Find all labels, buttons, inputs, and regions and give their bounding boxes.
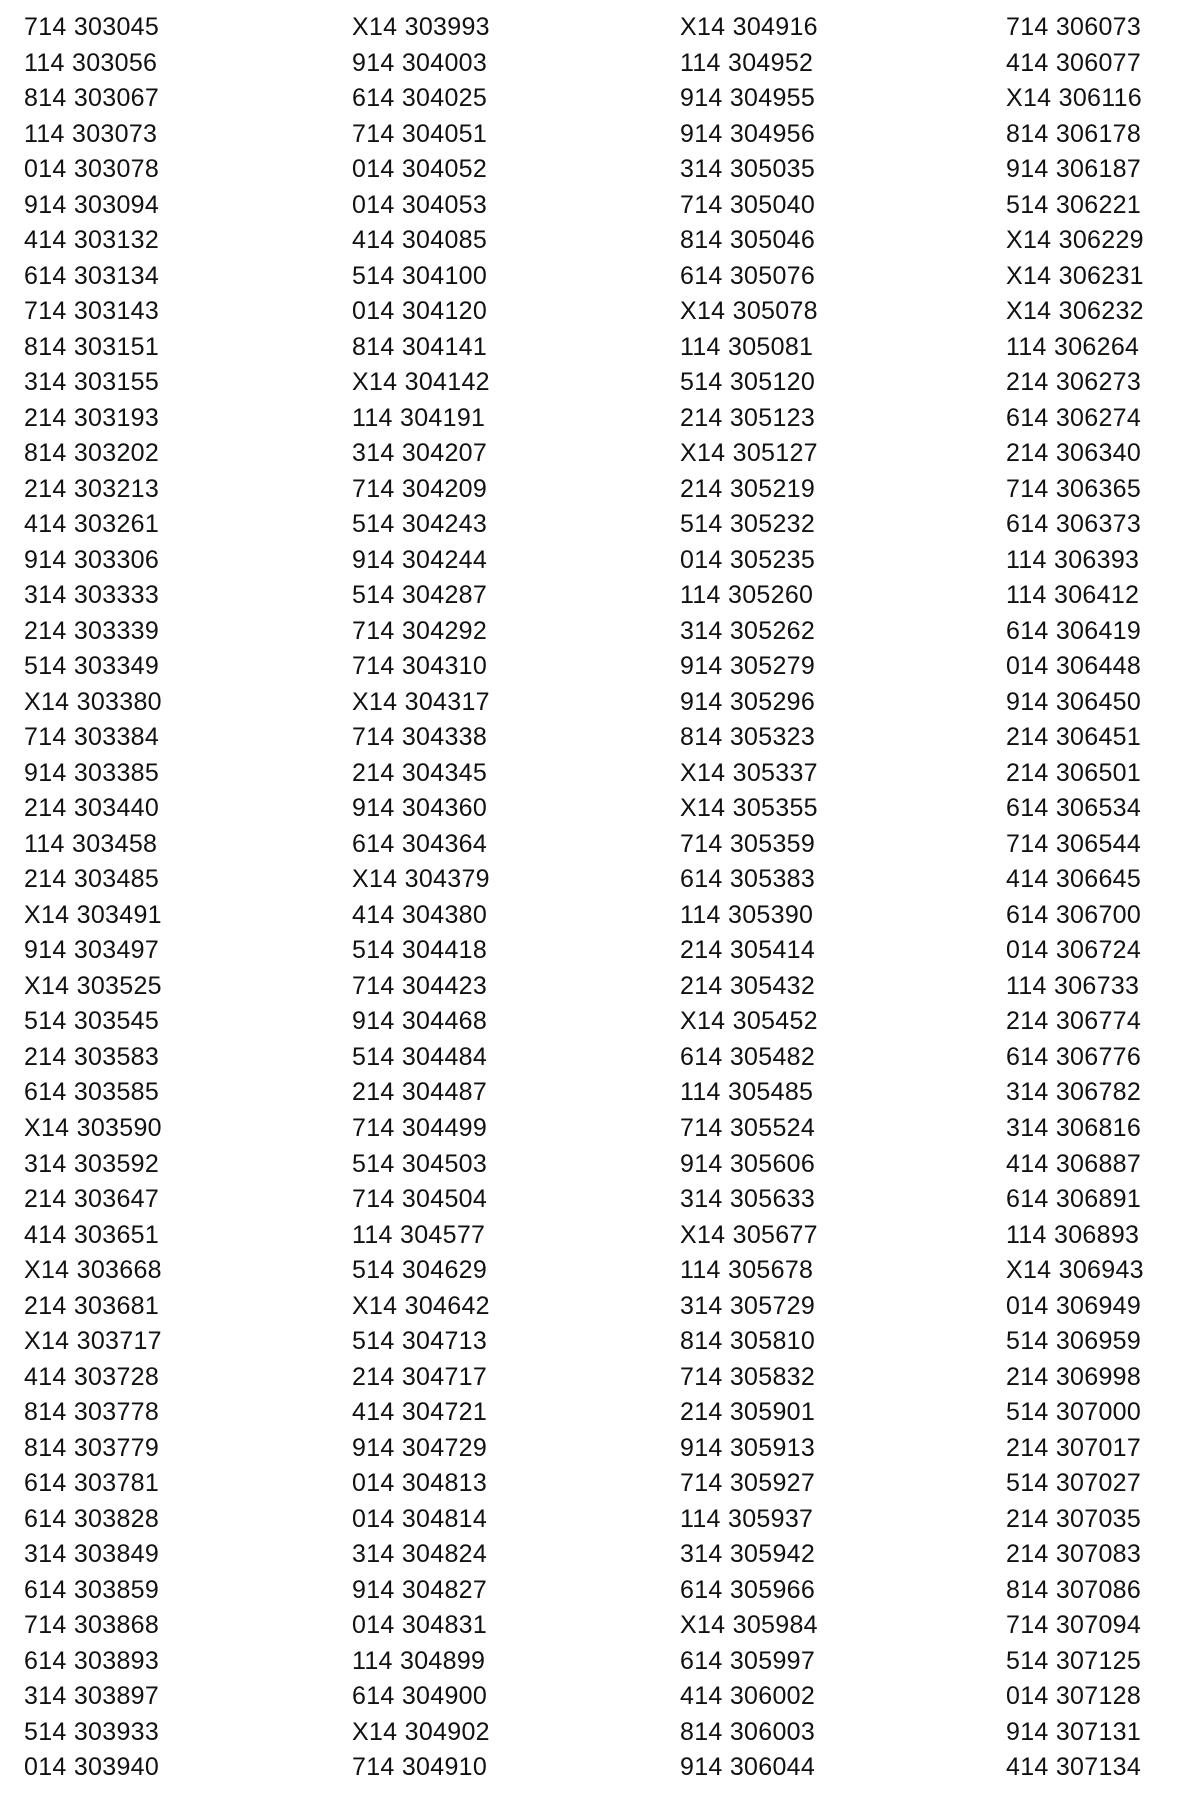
number-entry: 414 307134 bbox=[1006, 1753, 1142, 1782]
number-entry: 214 303440 bbox=[24, 794, 160, 823]
number-entry: 114 305081 bbox=[680, 332, 814, 361]
number-entry: 514 304418 bbox=[352, 936, 488, 965]
number-entry: 614 303585 bbox=[24, 1078, 160, 1107]
number-entry: 014 306724 bbox=[1006, 936, 1142, 965]
number-entry: X14 306232 bbox=[1006, 297, 1144, 326]
number-entry: 514 306221 bbox=[1006, 190, 1142, 219]
number-entry: 714 304209 bbox=[352, 474, 488, 503]
number-entry: 214 303213 bbox=[24, 474, 160, 503]
number-entry: 414 306077 bbox=[1006, 48, 1142, 77]
number-entry: X14 303993 bbox=[352, 13, 490, 41]
number-entry: 914 303306 bbox=[24, 545, 160, 574]
number-entry: 414 304721 bbox=[352, 1398, 488, 1427]
number-entry: 614 306419 bbox=[1006, 616, 1142, 645]
number-entry: X14 304916 bbox=[680, 13, 818, 41]
number-entry: 914 304468 bbox=[352, 1007, 488, 1036]
number-entry: 514 304484 bbox=[352, 1042, 488, 1071]
number-entry: 714 306544 bbox=[1006, 829, 1142, 858]
number-entry: 414 303651 bbox=[24, 1220, 160, 1249]
number-entry: 714 303868 bbox=[24, 1611, 160, 1640]
number-entry: 314 303333 bbox=[24, 581, 160, 610]
number-column-2 bbox=[352, 10, 592, 1786]
number-entry: 314 303155 bbox=[24, 368, 160, 397]
number-entry: 114 304577 bbox=[352, 1220, 486, 1249]
number-entry: 714 304499 bbox=[352, 1113, 488, 1142]
number-entry: 414 304380 bbox=[352, 900, 488, 929]
number-entry: 714 305040 bbox=[680, 190, 816, 219]
number-entry: X14 304317 bbox=[352, 687, 490, 716]
number-entry: 214 305901 bbox=[680, 1398, 816, 1427]
number-entry: 214 305123 bbox=[680, 403, 816, 432]
number-entry: 614 303828 bbox=[24, 1504, 160, 1533]
number-entry: 714 304910 bbox=[352, 1753, 488, 1782]
number-entry: 114 305390 bbox=[680, 900, 814, 929]
number-entry: X14 303380 bbox=[24, 687, 162, 716]
number-entry: 614 305076 bbox=[680, 261, 816, 290]
number-entry: 614 303134 bbox=[24, 261, 160, 290]
number-entry: 514 303933 bbox=[24, 1717, 160, 1746]
number-entry: 614 304025 bbox=[352, 84, 488, 113]
number-entry: 814 303778 bbox=[24, 1398, 160, 1427]
number-entry: 414 303728 bbox=[24, 1362, 160, 1391]
number-entry: 614 305383 bbox=[680, 865, 816, 894]
number-entry: 814 305323 bbox=[680, 723, 816, 752]
number-entry: 214 305414 bbox=[680, 936, 816, 965]
number-entry: 414 303261 bbox=[24, 510, 160, 539]
number-entry: 314 306816 bbox=[1006, 1113, 1142, 1142]
number-entry: 114 305937 bbox=[680, 1504, 814, 1533]
number-entry: 714 305359 bbox=[680, 829, 816, 858]
number-entry: X14 306229 bbox=[1006, 226, 1144, 255]
number-entry: 814 305810 bbox=[680, 1327, 816, 1356]
number-entry: 114 303073 bbox=[24, 119, 158, 148]
number-entry: 714 306073 bbox=[1006, 13, 1142, 41]
number-entry: 214 306501 bbox=[1006, 758, 1142, 787]
number-entry: 414 306002 bbox=[680, 1682, 816, 1711]
number-entry: 314 305729 bbox=[680, 1291, 816, 1320]
number-entry: 214 305432 bbox=[680, 971, 816, 1000]
number-entry: X14 306116 bbox=[1006, 84, 1142, 113]
number-entry: 214 303193 bbox=[24, 403, 160, 432]
number-entry: 614 306274 bbox=[1006, 403, 1142, 432]
number-entry: 214 304487 bbox=[352, 1078, 488, 1107]
number-entry: 414 306887 bbox=[1006, 1149, 1142, 1178]
number-entry: X14 305677 bbox=[680, 1220, 818, 1249]
number-entry: 614 303893 bbox=[24, 1646, 160, 1675]
number-entry: 114 306264 bbox=[1006, 332, 1140, 361]
number-entry: X14 304379 bbox=[352, 865, 490, 894]
number-entry: 814 303067 bbox=[24, 84, 160, 113]
number-entry: 614 305966 bbox=[680, 1575, 816, 1604]
number-entry: 514 305232 bbox=[680, 510, 816, 539]
number-entry: 114 306393 bbox=[1006, 545, 1140, 574]
number-entry: 514 307125 bbox=[1006, 1646, 1142, 1675]
number-entry: 214 306340 bbox=[1006, 439, 1142, 468]
number-entry: 714 305927 bbox=[680, 1469, 816, 1498]
number-entry: X14 305078 bbox=[680, 297, 818, 326]
number-entry: X14 303717 bbox=[24, 1327, 162, 1356]
number-entry: 614 306891 bbox=[1006, 1185, 1142, 1214]
number-entry: 214 303647 bbox=[24, 1185, 160, 1214]
number-entry: 614 304364 bbox=[352, 829, 488, 858]
number-entry: 714 303143 bbox=[24, 297, 160, 326]
number-entry: X14 303590 bbox=[24, 1113, 162, 1142]
number-entry: 914 304244 bbox=[352, 545, 488, 574]
number-entry: 514 304629 bbox=[352, 1256, 488, 1285]
number-entry: 914 305296 bbox=[680, 687, 816, 716]
number-entry: 914 303094 bbox=[24, 190, 160, 219]
number-entry: X14 303491 bbox=[24, 900, 162, 929]
number-entry: 314 305942 bbox=[680, 1540, 816, 1569]
number-entry: 014 306949 bbox=[1006, 1291, 1142, 1320]
number-entry: 014 304120 bbox=[352, 297, 488, 326]
number-entry: 914 306187 bbox=[1006, 155, 1142, 184]
number-entry: 114 303056 bbox=[24, 48, 158, 77]
number-entry: 014 307128 bbox=[1006, 1682, 1142, 1711]
number-entry: 114 306412 bbox=[1006, 581, 1140, 610]
number-entry: 514 307000 bbox=[1006, 1398, 1142, 1427]
number-entry: 014 305235 bbox=[680, 545, 816, 574]
number-entry: 214 304717 bbox=[352, 1362, 488, 1391]
number-entry: 914 304827 bbox=[352, 1575, 488, 1604]
number-entry: 814 306003 bbox=[680, 1717, 816, 1746]
number-entry: 714 304310 bbox=[352, 652, 488, 681]
number-entry: 014 306448 bbox=[1006, 652, 1142, 681]
number-entry: 814 303202 bbox=[24, 439, 160, 468]
number-entry: 214 303485 bbox=[24, 865, 160, 894]
number-entry: X14 303525 bbox=[24, 971, 162, 1000]
number-entry: 514 303349 bbox=[24, 652, 160, 681]
number-entry: 114 305678 bbox=[680, 1256, 814, 1285]
number-entry: 214 303339 bbox=[24, 616, 160, 645]
number-entry: 714 304338 bbox=[352, 723, 488, 752]
number-entry: 714 304504 bbox=[352, 1185, 488, 1214]
number-entry: 314 303849 bbox=[24, 1540, 160, 1569]
number-entry: 214 303681 bbox=[24, 1291, 160, 1320]
number-entry: 014 304053 bbox=[352, 190, 488, 219]
number-entry: 514 306959 bbox=[1006, 1327, 1142, 1356]
number-entry: 514 304287 bbox=[352, 581, 488, 610]
number-entry: X14 306231 bbox=[1006, 261, 1144, 290]
number-column-3 bbox=[680, 10, 920, 1786]
number-entry: 714 303045 bbox=[24, 13, 160, 41]
number-entry: 014 304813 bbox=[352, 1469, 488, 1498]
number-entry: 614 306373 bbox=[1006, 510, 1142, 539]
number-entry: 614 303781 bbox=[24, 1469, 160, 1498]
number-entry: 614 303859 bbox=[24, 1575, 160, 1604]
number-entry: 514 307027 bbox=[1006, 1469, 1142, 1498]
number-entry: 714 305524 bbox=[680, 1113, 816, 1142]
number-entry: 914 304956 bbox=[680, 119, 816, 148]
number-entry: 414 304085 bbox=[352, 226, 488, 255]
number-entry: 514 304713 bbox=[352, 1327, 488, 1356]
number-entry: 914 305913 bbox=[680, 1433, 816, 1462]
number-entry: 914 305606 bbox=[680, 1149, 816, 1178]
number-entry: X14 305337 bbox=[680, 758, 818, 787]
number-entry: 114 304899 bbox=[352, 1646, 486, 1675]
number-entry: 914 305279 bbox=[680, 652, 816, 681]
number-entry: 314 306782 bbox=[1006, 1078, 1142, 1107]
number-entry: 014 303940 bbox=[24, 1753, 160, 1782]
number-entry: 714 306365 bbox=[1006, 474, 1142, 503]
number-entry: 914 306044 bbox=[680, 1753, 816, 1782]
number-entry: X14 305355 bbox=[680, 794, 818, 823]
number-entry: 114 303458 bbox=[24, 829, 158, 858]
number-entry: 514 304243 bbox=[352, 510, 488, 539]
number-entry: 114 305485 bbox=[680, 1078, 814, 1107]
number-entry: 614 305482 bbox=[680, 1042, 816, 1071]
number-entry: X14 304902 bbox=[352, 1717, 490, 1746]
number-entry: 714 304292 bbox=[352, 616, 488, 645]
number-entry: 514 305120 bbox=[680, 368, 816, 397]
number-entry: 714 304423 bbox=[352, 971, 488, 1000]
number-entry: 814 307086 bbox=[1006, 1575, 1142, 1604]
number-entry: X14 305984 bbox=[680, 1611, 818, 1640]
number-entry: 014 304052 bbox=[352, 155, 488, 184]
number-entry: 914 303385 bbox=[24, 758, 160, 787]
number-column-4 bbox=[1006, 10, 1200, 1786]
number-entry: 614 304900 bbox=[352, 1682, 488, 1711]
number-entry: 114 304952 bbox=[680, 48, 814, 77]
number-entry: 814 303151 bbox=[24, 332, 160, 361]
number-entry: 214 306774 bbox=[1006, 1007, 1142, 1036]
number-entry: 714 304051 bbox=[352, 119, 488, 148]
number-entry: 514 303545 bbox=[24, 1007, 160, 1036]
number-entry: 914 306450 bbox=[1006, 687, 1142, 716]
number-entry: 914 303497 bbox=[24, 936, 160, 965]
number-entry: 114 306893 bbox=[1006, 1220, 1140, 1249]
number-entry: X14 304642 bbox=[352, 1291, 490, 1320]
number-entry: 314 305262 bbox=[680, 616, 816, 645]
number-entry: 914 304360 bbox=[352, 794, 488, 823]
number-entry: 914 304955 bbox=[680, 84, 816, 113]
number-entry: 014 304831 bbox=[352, 1611, 488, 1640]
number-entry: 214 306998 bbox=[1006, 1362, 1142, 1391]
number-entry: 114 304191 bbox=[352, 403, 486, 432]
number-entry: X14 305127 bbox=[680, 439, 818, 468]
number-entry: 914 304003 bbox=[352, 48, 488, 77]
number-entry: 314 305633 bbox=[680, 1185, 816, 1214]
number-entry: 914 304729 bbox=[352, 1433, 488, 1462]
number-entry: 814 304141 bbox=[352, 332, 488, 361]
number-entry: 314 304824 bbox=[352, 1540, 488, 1569]
number-entry: 614 305997 bbox=[680, 1646, 816, 1675]
number-entry: 314 304207 bbox=[352, 439, 488, 468]
number-entry: 314 303592 bbox=[24, 1149, 160, 1178]
number-entry: 814 306178 bbox=[1006, 119, 1142, 148]
number-entry: 214 303583 bbox=[24, 1042, 160, 1071]
number-column-1 bbox=[24, 10, 264, 1786]
number-entry: 214 307035 bbox=[1006, 1504, 1142, 1533]
number-entry: 814 303779 bbox=[24, 1433, 160, 1462]
number-entry: X14 303668 bbox=[24, 1256, 162, 1285]
number-entry: 214 307017 bbox=[1006, 1433, 1142, 1462]
number-entry: 214 306451 bbox=[1006, 723, 1142, 752]
number-entry: 414 303132 bbox=[24, 226, 160, 255]
number-entry: X14 304142 bbox=[352, 368, 490, 397]
number-entry: 614 306776 bbox=[1006, 1042, 1142, 1071]
number-entry: 914 307131 bbox=[1006, 1717, 1142, 1746]
number-entry: 614 306700 bbox=[1006, 900, 1142, 929]
number-entry: 514 304100 bbox=[352, 261, 488, 290]
number-entry: 214 304345 bbox=[352, 758, 488, 787]
number-entry: 714 303384 bbox=[24, 723, 160, 752]
number-entry: X14 306943 bbox=[1006, 1256, 1144, 1285]
number-entry: 114 306733 bbox=[1006, 971, 1140, 1000]
number-entry: 014 303078 bbox=[24, 155, 160, 184]
number-entry: 214 307083 bbox=[1006, 1540, 1142, 1569]
number-entry: 714 307094 bbox=[1006, 1611, 1142, 1640]
number-entry: 814 305046 bbox=[680, 226, 816, 255]
number-entry: X14 305452 bbox=[680, 1007, 818, 1036]
number-entry: 514 304503 bbox=[352, 1149, 488, 1178]
number-entry: 014 304814 bbox=[352, 1504, 488, 1533]
number-entry: 314 305035 bbox=[680, 155, 816, 184]
number-entry: 214 305219 bbox=[680, 474, 816, 503]
number-entry: 114 305260 bbox=[680, 581, 814, 610]
number-entry: 414 306645 bbox=[1006, 865, 1142, 894]
number-entry: 614 306534 bbox=[1006, 794, 1142, 823]
number-entry: 714 305832 bbox=[680, 1362, 816, 1391]
number-entry: 314 303897 bbox=[24, 1682, 160, 1711]
number-entry: 214 306273 bbox=[1006, 368, 1142, 397]
